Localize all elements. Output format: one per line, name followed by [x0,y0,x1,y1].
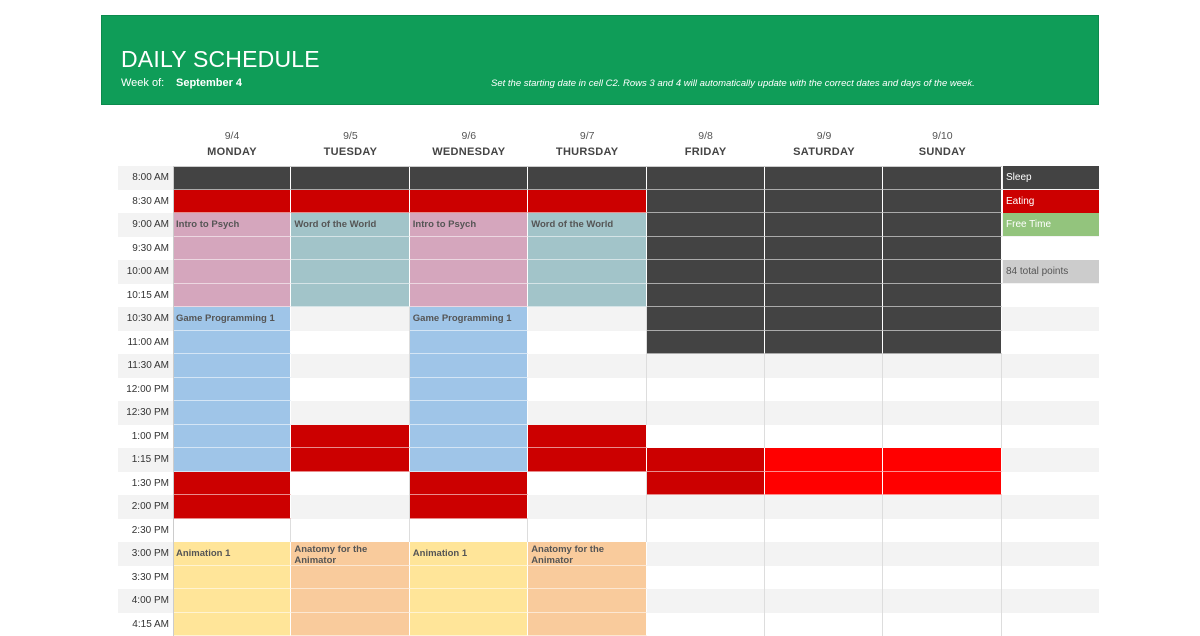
event-cell[interactable] [173,401,291,425]
event-cell[interactable] [173,237,291,261]
schedule-cell[interactable] [765,613,883,636]
event-cell[interactable] [883,284,1001,308]
event-cell[interactable] [410,331,528,355]
event-cell[interactable] [647,472,765,496]
event-cell[interactable] [647,284,765,308]
event-cell[interactable] [291,566,409,590]
event-cell[interactable] [291,613,409,636]
day-name-tuesday: TUESDAY [291,146,409,158]
legend-sleep: Sleep [1003,166,1099,189]
day-date-thursday: 9/7 [528,130,646,142]
event-cell[interactable] [765,307,883,331]
event-cell[interactable] [291,448,409,472]
event-label: Word of the World [528,219,646,230]
time-label: 1:30 PM [118,472,169,496]
event-cell[interactable] [173,566,291,590]
event-cell[interactable] [528,589,646,613]
event-cell[interactable] [528,566,646,590]
time-label: 1:15 PM [118,448,169,472]
event-cell[interactable] [173,448,291,472]
schedule-cell[interactable] [765,425,883,449]
event-cell[interactable] [173,495,291,519]
time-label: 8:30 AM [118,190,169,214]
legend-free-time: Free Time [1003,213,1099,236]
event-cell[interactable] [173,331,291,355]
schedule-cell[interactable] [647,354,765,378]
legend-84-total-points: 84 total points [1003,260,1099,283]
schedule-cell[interactable] [765,401,883,425]
event-cell[interactable] [173,613,291,636]
schedule-cell[interactable] [765,354,883,378]
day-date-friday: 9/8 [647,130,765,142]
schedule-cell[interactable] [528,472,646,496]
event-cell[interactable] [883,260,1001,284]
event-label: Anatomy for the Animator [528,544,646,566]
event-label: Animation 1 [173,548,291,559]
schedule-cell[interactable] [528,401,646,425]
event-cell[interactable] [410,260,528,284]
schedule-cell[interactable] [647,425,765,449]
event-cell[interactable] [647,448,765,472]
time-label: 10:15 AM [118,284,169,308]
event-cell[interactable] [410,401,528,425]
event-cell[interactable] [410,284,528,308]
event-cell[interactable] [410,354,528,378]
day-date-monday: 9/4 [173,130,291,142]
event-cell[interactable] [883,213,1001,237]
time-label: 11:30 AM [118,354,169,378]
page-title: DAILY SCHEDULE [121,46,320,73]
time-label: 4:15 AM [118,613,169,636]
event-cell[interactable] [528,166,646,190]
schedule-cell[interactable] [173,519,291,543]
event-cell[interactable] [173,260,291,284]
header-banner [101,15,1099,105]
event-cell[interactable] [410,589,528,613]
schedule-cell[interactable] [883,566,1001,590]
event-cell[interactable] [883,448,1001,472]
event-label: Anatomy for the Animator [291,544,409,566]
event-cell[interactable] [647,166,765,190]
event-cell[interactable] [173,284,291,308]
schedule-cell[interactable] [883,542,1001,566]
event-cell[interactable] [883,190,1001,214]
time-label: 12:30 PM [118,401,169,425]
event-cell[interactable] [291,589,409,613]
event-cell[interactable] [410,166,528,190]
event-cell[interactable] [528,284,646,308]
schedule-cell[interactable] [291,519,409,543]
event-cell[interactable] [765,472,883,496]
schedule-cell[interactable] [291,331,409,355]
event-cell[interactable] [173,166,291,190]
schedule-cell[interactable] [647,589,765,613]
schedule-cell[interactable] [528,331,646,355]
event-cell[interactable] [291,237,409,261]
schedule-cell[interactable] [528,495,646,519]
schedule-cell[interactable] [883,378,1001,402]
event-cell[interactable] [647,237,765,261]
event-cell[interactable] [173,425,291,449]
schedule-cell[interactable] [883,401,1001,425]
time-label: 9:00 AM [118,213,169,237]
schedule-cell[interactable] [410,519,528,543]
event-cell[interactable] [410,190,528,214]
schedule-cell[interactable] [647,495,765,519]
schedule-cell[interactable] [528,378,646,402]
event-cell[interactable] [410,495,528,519]
time-label: 2:00 PM [118,495,169,519]
day-name-monday: MONDAY [173,146,291,158]
day-date-wednesday: 9/6 [410,130,528,142]
event-cell[interactable] [173,589,291,613]
event-label: Animation 1 [410,548,528,559]
schedule-cell[interactable] [765,542,883,566]
event-cell[interactable] [410,425,528,449]
schedule-cell[interactable] [291,378,409,402]
event-cell[interactable] [765,284,883,308]
event-cell[interactable] [173,378,291,402]
schedule-cell[interactable] [647,519,765,543]
event-cell[interactable] [410,613,528,636]
time-label: 3:30 PM [118,566,169,590]
event-cell[interactable] [528,425,646,449]
instructions-note: Set the starting date in cell C2. Rows 3 and 4 will automatically update with the correct dates and days of the week. [491,78,1003,89]
event-label: Word of the World [291,219,409,230]
event-cell[interactable] [291,190,409,214]
day-date-saturday: 9/9 [765,130,883,142]
schedule-cell[interactable] [765,589,883,613]
day-name-friday: FRIDAY [647,146,765,158]
day-name-wednesday: WEDNESDAY [410,146,528,158]
event-cell[interactable] [291,166,409,190]
schedule-cell[interactable] [291,354,409,378]
event-cell[interactable] [765,448,883,472]
event-cell[interactable] [528,448,646,472]
event-cell[interactable] [765,166,883,190]
week-of-value[interactable]: September 4 [176,77,242,89]
schedule-cell[interactable] [647,378,765,402]
event-label: Intro to Psych [410,219,528,230]
event-label: Game Programming 1 [410,313,528,324]
time-label: 4:00 PM [118,589,169,613]
event-cell[interactable] [173,354,291,378]
schedule-cell[interactable] [765,566,883,590]
event-cell[interactable] [647,307,765,331]
event-cell[interactable] [291,284,409,308]
time-label: 2:30 PM [118,519,169,543]
event-cell[interactable] [765,237,883,261]
day-name-thursday: THURSDAY [528,146,646,158]
event-cell[interactable] [765,331,883,355]
schedule-cell[interactable] [883,495,1001,519]
event-cell[interactable] [765,213,883,237]
event-cell[interactable] [410,566,528,590]
time-label: 9:30 AM [118,237,169,261]
time-label: 8:00 AM [118,166,169,190]
schedule-cell[interactable] [528,307,646,331]
event-cell[interactable] [173,190,291,214]
time-label: 12:00 PM [118,378,169,402]
event-cell[interactable] [765,260,883,284]
legend-eating: Eating [1003,190,1099,213]
day-name-sunday: SUNDAY [883,146,1001,158]
time-label: 10:30 AM [118,307,169,331]
time-label: 3:00 PM [118,542,169,566]
event-cell[interactable] [883,472,1001,496]
schedule-cell[interactable] [291,307,409,331]
schedule-cell[interactable] [883,425,1001,449]
event-cell[interactable] [528,190,646,214]
event-cell[interactable] [883,307,1001,331]
schedule-cell[interactable] [291,495,409,519]
event-cell[interactable] [647,213,765,237]
event-cell[interactable] [647,331,765,355]
schedule-cell[interactable] [883,519,1001,543]
schedule-cell[interactable] [647,566,765,590]
time-label: 1:00 PM [118,425,169,449]
event-cell[interactable] [647,260,765,284]
time-label: 10:00 AM [118,260,169,284]
day-name-saturday: SATURDAY [765,146,883,158]
time-label: 11:00 AM [118,331,169,355]
event-cell[interactable] [410,472,528,496]
event-cell[interactable] [647,190,765,214]
event-label: Intro to Psych [173,219,291,230]
day-date-tuesday: 9/5 [291,130,409,142]
event-cell[interactable] [528,260,646,284]
event-cell[interactable] [883,237,1001,261]
event-cell[interactable] [410,448,528,472]
event-cell[interactable] [883,166,1001,190]
schedule-cell[interactable] [883,589,1001,613]
event-label: Game Programming 1 [173,313,291,324]
schedule-cell[interactable] [647,613,765,636]
event-cell[interactable] [410,237,528,261]
event-cell[interactable] [528,613,646,636]
schedule-cell[interactable] [765,519,883,543]
event-cell[interactable] [291,425,409,449]
schedule-cell[interactable] [765,495,883,519]
schedule-cell[interactable] [883,354,1001,378]
week-of-label: Week of: [121,77,164,89]
schedule-cell[interactable] [765,378,883,402]
event-cell[interactable] [528,237,646,261]
schedule-cell[interactable] [647,542,765,566]
day-date-sunday: 9/10 [883,130,1001,142]
event-cell[interactable] [291,260,409,284]
event-cell[interactable] [173,472,291,496]
schedule-cell[interactable] [528,519,646,543]
event-cell[interactable] [883,331,1001,355]
schedule-cell[interactable] [883,613,1001,636]
event-cell[interactable] [765,190,883,214]
schedule-cell[interactable] [291,472,409,496]
schedule-cell[interactable] [291,401,409,425]
schedule-cell[interactable] [528,354,646,378]
event-cell[interactable] [410,378,528,402]
schedule-cell[interactable] [647,401,765,425]
